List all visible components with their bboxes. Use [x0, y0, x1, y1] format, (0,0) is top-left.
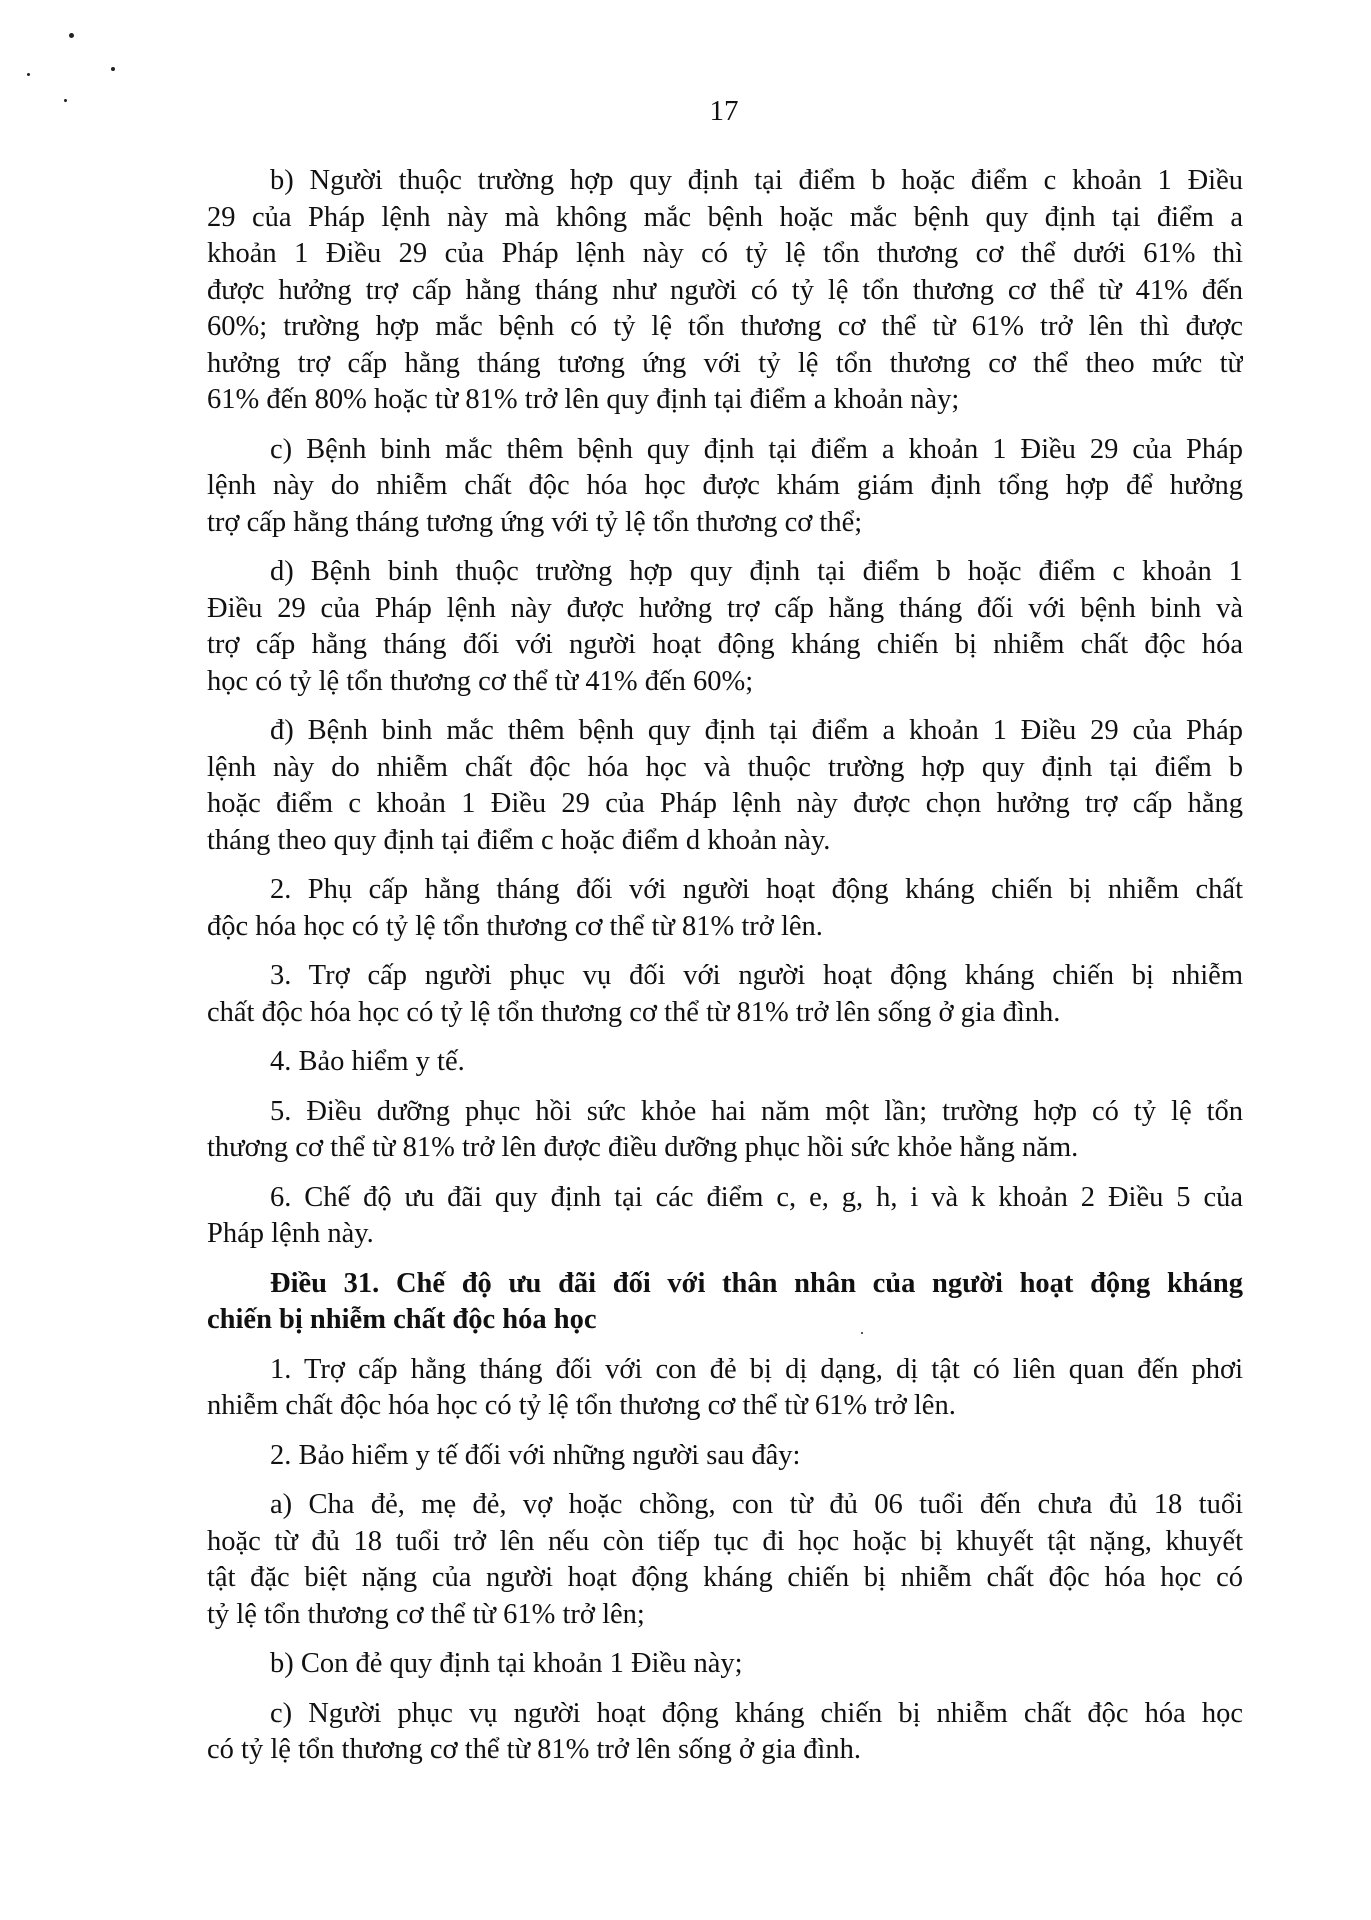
text-line: Điều 29 của Pháp lệnh này được hưởng trợ cấp hằng tháng đối với bệnh binh và [207, 592, 1243, 624]
text-line: 60%; trường hợp mắc bệnh có tỷ lệ tổn thương cơ thể từ 61% trở lên thì được [207, 311, 1243, 342]
text-line: trợ cấp hằng tháng tương ứng với tỷ lệ tổn thương cơ thể; [207, 506, 863, 538]
text-line: nhiễm chất độc hóa học có tỷ lệ tổn thương cơ thể từ 61% trở lên. [207, 1390, 956, 1421]
text-line: 3. Trợ cấp người phục vụ đối với người hoạt động kháng chiến bị nhiễm [270, 960, 1243, 991]
text-line: chất độc hóa học có tỷ lệ tổn thương cơ thể từ 81% trở lên sống ở gia đình. [207, 996, 1061, 1028]
text-line: Pháp lệnh này. [207, 1218, 374, 1249]
scan-speck [27, 73, 30, 76]
text-line: tỷ lệ tổn thương cơ thể từ 61% trở lên; [207, 1598, 645, 1630]
text-line: 4. Bảo hiểm y tế. [270, 1046, 465, 1077]
text-line: hoặc điểm c khoản 1 Điều 29 của Pháp lệnh này được chọn hưởng trợ cấp hằng [207, 788, 1243, 819]
text-line: 61% đến 80% hoặc từ 81% trở lên quy định tại điểm a khoản này; [207, 384, 960, 415]
scan-speck [111, 67, 115, 71]
text-line: lệnh này do nhiễm chất độc hóa học và thuộc trường hợp quy định tại điểm b [207, 751, 1243, 783]
text-line: hoặc từ đủ 18 tuổi trở lên nếu còn tiếp tục đi học hoặc bị khuyết tật nặng, khuyết [207, 1525, 1243, 1557]
text-line: chiến bị nhiễm chất độc hóa học [207, 1304, 597, 1335]
text-line: được hưởng trợ cấp hằng tháng như người có tỷ lệ tổn thương cơ thể từ 41% đến [207, 274, 1243, 306]
text-line: lệnh này do nhiễm chất độc hóa học được khám giám định tổng hợp để hưởng [207, 470, 1243, 501]
text-line: b) Con đẻ quy định tại khoản 1 Điều này; [270, 1648, 743, 1679]
scan-speck [69, 33, 74, 38]
text-line: b) Người thuộc trường hợp quy định tại điểm b hoặc điểm c khoản 1 Điều [270, 165, 1243, 196]
text-line: học có tỷ lệ tổn thương cơ thể từ 41% đến 60%; [207, 665, 754, 697]
text-line: c) Người phục vụ người hoạt động kháng chiến bị nhiễm chất độc hóa học [270, 1697, 1243, 1729]
text-line: độc hóa học có tỷ lệ tổn thương cơ thể từ 81% trở lên. [207, 910, 823, 942]
text-line: tật đặc biệt nặng của người hoạt động kháng chiến bị nhiễm chất độc hóa học có [207, 1562, 1243, 1593]
text-line: 29 của Pháp lệnh này mà không mắc bệnh hoặc mắc bệnh quy định tại điểm a [207, 201, 1243, 233]
text-line: d) Bệnh binh thuộc trường hợp quy định tại điểm b hoặc điểm c khoản 1 [270, 556, 1243, 587]
text-line: hưởng trợ cấp hằng tháng tương ứng với tỷ lệ tổn thương cơ thể theo mức từ [207, 347, 1243, 379]
text-line: 2. Bảo hiểm y tế đối với những người sau đây: [270, 1439, 801, 1471]
text-line: c) Bệnh binh mắc thêm bệnh quy định tại điểm a khoản 1 Điều 29 của Pháp [270, 433, 1243, 465]
text-line: đ) Bệnh binh mắc thêm bệnh quy định tại điểm a khoản 1 Điều 29 của Pháp [270, 715, 1243, 746]
text-line: 6. Chế độ ưu đãi quy định tại các điểm c, e, g, h, i và k khoản 2 Điều 5 của [270, 1181, 1243, 1213]
text-line: 5. Điều dưỡng phục hồi sức khỏe hai năm một lần; trường hợp có tỷ lệ tổn [270, 1095, 1243, 1127]
text-line: tháng theo quy định tại điểm c hoặc điểm d khoản này. [207, 824, 831, 856]
text-line: trợ cấp hằng tháng đối với người hoạt động kháng chiến bị nhiễm chất độc hóa [207, 629, 1243, 660]
text-line: 2. Phụ cấp hằng tháng đối với người hoạt động kháng chiến bị nhiễm chất [270, 874, 1243, 905]
text-line: a) Cha đẻ, mẹ đẻ, vợ hoặc chồng, con từ đủ 06 tuổi đến chưa đủ 18 tuổi [270, 1489, 1243, 1520]
text-line: khoản 1 Điều 29 của Pháp lệnh này có tỷ lệ tổn thương cơ thể dưới 61% thì [207, 238, 1243, 269]
page-number: 17 [709, 95, 739, 127]
text-line: Điều 31. Chế độ ưu đãi đối với thân nhân của người hoạt động kháng [270, 1267, 1243, 1299]
text-line: có tỷ lệ tổn thương cơ thể từ 81% trở lên sống ở gia đình. [207, 1734, 861, 1765]
text-line: 1. Trợ cấp hằng tháng đối với con đẻ bị dị dạng, dị tật có liên quan đến phơi [270, 1353, 1243, 1385]
text-line: thương cơ thể từ 81% trở lên được điều dưỡng phục hồi sức khỏe hằng năm. [207, 1132, 1079, 1163]
